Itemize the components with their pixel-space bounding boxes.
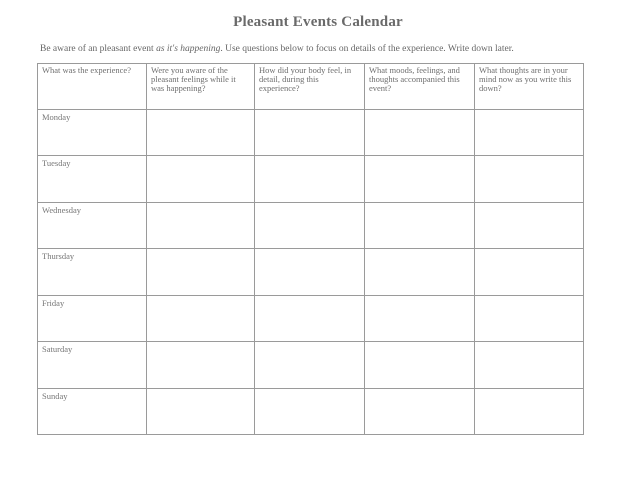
day-label-friday: Friday	[38, 295, 147, 341]
entry-cell[interactable]	[147, 202, 255, 248]
entry-cell[interactable]	[255, 388, 365, 434]
entry-cell[interactable]	[147, 156, 255, 202]
table-row-wednesday	[38, 202, 584, 248]
entry-cell[interactable]	[365, 156, 475, 202]
table-row-monday	[38, 110, 584, 156]
entry-cell[interactable]	[365, 342, 475, 388]
entry-cell[interactable]	[147, 295, 255, 341]
day-label-wednesday: Wednesday	[38, 202, 147, 248]
pleasant-events-table	[37, 63, 584, 435]
entry-cell[interactable]	[475, 110, 584, 156]
entry-cell[interactable]	[147, 388, 255, 434]
entry-cell[interactable]	[255, 110, 365, 156]
entry-cell[interactable]	[475, 202, 584, 248]
header-body-feelings: How did your body feel, in detail, during this experience?	[255, 64, 365, 110]
instructions-text	[40, 44, 600, 54]
entry-cell[interactable]	[475, 295, 584, 341]
day-label-tuesday: Tuesday	[38, 156, 147, 202]
entry-cell[interactable]	[475, 342, 584, 388]
entry-cell[interactable]	[147, 249, 255, 295]
entry-cell[interactable]	[365, 110, 475, 156]
entry-cell[interactable]	[255, 295, 365, 341]
day-label-saturday: Saturday	[38, 342, 147, 388]
entry-cell[interactable]	[365, 295, 475, 341]
table-row-thursday	[38, 249, 584, 295]
header-experience: What was the experience?	[38, 64, 147, 110]
instructions-prefix: Be aware of an pleasant event	[40, 44, 157, 54]
header-row	[38, 64, 584, 110]
entry-cell[interactable]	[365, 388, 475, 434]
day-label-thursday: Thursday	[38, 249, 147, 295]
entry-cell[interactable]	[147, 110, 255, 156]
table-row-friday	[38, 295, 584, 341]
table-row-tuesday	[38, 156, 584, 202]
header-moods-thoughts: What moods, feelings, and thoughts accompanied this event?	[365, 64, 475, 110]
page-title: Pleasant Events Calendar	[233, 14, 403, 30]
entry-cell[interactable]	[255, 156, 365, 202]
header-awareness: Were you aware of the pleasant feelings while it was happening?	[147, 64, 255, 110]
header-current-thoughts: What thoughts are in your mind now as you write this down?	[475, 64, 584, 110]
instructions-suffix: . Use questions below to focus on details of the experience. Write down later.	[220, 44, 514, 54]
entry-cell[interactable]	[365, 249, 475, 295]
day-label-sunday: Sunday	[38, 388, 147, 434]
table-row-saturday	[38, 342, 584, 388]
entry-cell[interactable]	[475, 156, 584, 202]
entry-cell[interactable]	[475, 249, 584, 295]
entry-cell[interactable]	[255, 342, 365, 388]
instructions-emphasis: as it's happening	[156, 44, 221, 54]
table-row-sunday	[38, 388, 584, 434]
entry-cell[interactable]	[475, 388, 584, 434]
day-label-monday: Monday	[38, 110, 147, 156]
entry-cell[interactable]	[255, 202, 365, 248]
entry-cell[interactable]	[147, 342, 255, 388]
entry-cell[interactable]	[365, 202, 475, 248]
entry-cell[interactable]	[255, 249, 365, 295]
